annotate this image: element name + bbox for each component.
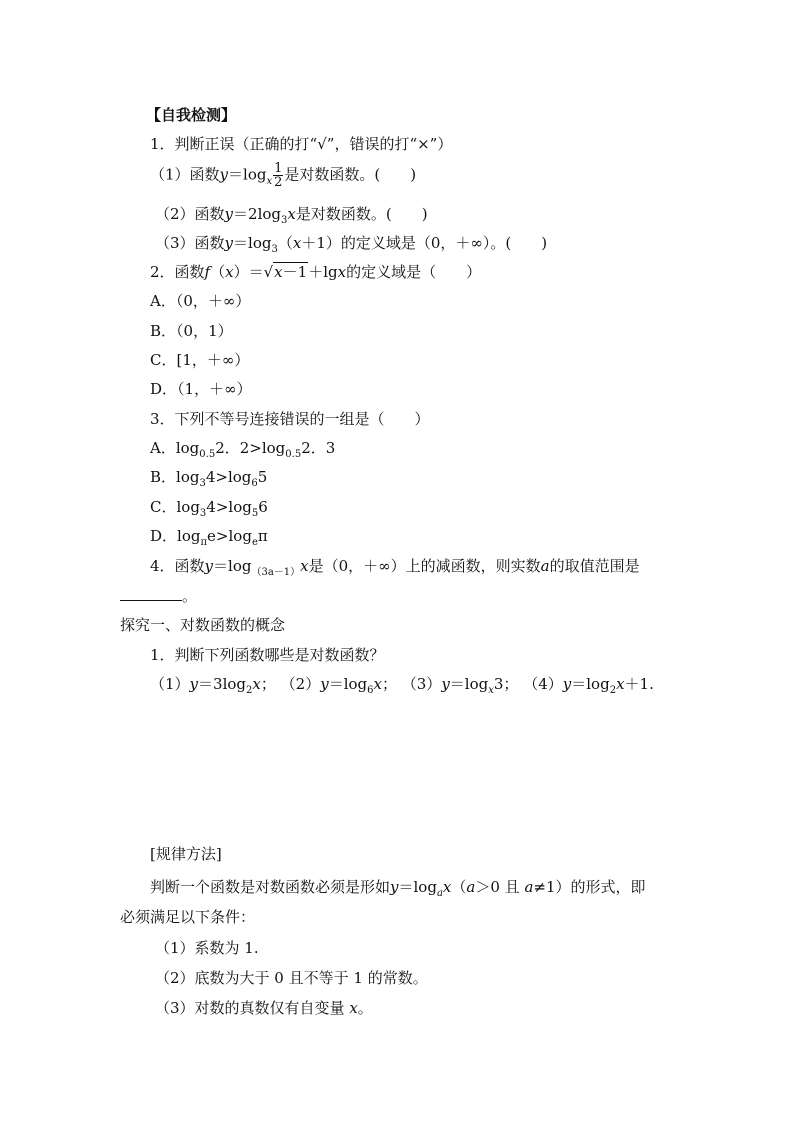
- var-y: y: [390, 878, 399, 896]
- log-base: 3: [199, 478, 206, 489]
- log-base: e: [251, 537, 258, 548]
- answer-blank[interactable]: [120, 586, 182, 601]
- option-label: D．: [150, 527, 178, 545]
- q4-log: ＝log: [213, 557, 252, 575]
- item-label: （2）: [280, 675, 321, 693]
- log-base: 2: [246, 685, 253, 696]
- log-arg: 2．2>: [215, 439, 262, 457]
- log-base: 3: [281, 215, 288, 226]
- q4-prefix: 4．函数: [150, 557, 205, 575]
- method-heading: [规律方法]: [150, 845, 222, 863]
- condition-2: （2）底数为大于 0 且不等于 1 的常数。: [155, 969, 428, 987]
- period: 。: [182, 587, 198, 605]
- explore-q1-items: [150, 673, 654, 698]
- log-base: 6: [367, 685, 374, 696]
- var-y: y: [204, 557, 214, 575]
- item-label: （3）: [401, 675, 442, 693]
- q2-prefix: 2．函数: [150, 263, 205, 281]
- q1b-suffix: 是对数函数。( ): [295, 205, 428, 223]
- log-arg: 2．3: [301, 439, 336, 457]
- log-base: 6: [251, 478, 258, 489]
- q2-option-d: D．（1，＋∞）: [150, 380, 252, 398]
- log-base: 0.5: [285, 449, 302, 460]
- log-arg: 4>: [205, 468, 228, 486]
- log-base: 3: [199, 508, 207, 519]
- var-x: x: [274, 263, 283, 281]
- log-arg: π: [257, 527, 268, 545]
- option-label: C．: [150, 498, 177, 516]
- var-x: x: [300, 557, 309, 575]
- q2-option-a: A．（0，＋∞）: [150, 292, 251, 310]
- condition-text: （3）对数的真数仅有自变量: [155, 999, 345, 1017]
- sqrt-radicand: [273, 262, 308, 281]
- var-x: x: [373, 675, 382, 693]
- q1b-prefix: （2）函数: [155, 205, 225, 223]
- var-y: y: [189, 675, 199, 693]
- q4-suffix: 的取值范围是: [549, 557, 640, 575]
- var-x: x: [292, 234, 302, 252]
- paren-open: （: [277, 234, 293, 252]
- var-a: a: [466, 878, 476, 896]
- q2-option-b: B．（0，1）: [150, 322, 233, 340]
- log-arg: e>: [207, 527, 229, 545]
- var-x: x: [252, 675, 261, 693]
- method-paragraph-line-2: 必须满足以下条件：: [120, 908, 256, 926]
- var-x: x: [442, 878, 452, 896]
- log-base: x: [266, 175, 273, 187]
- q1a-log: ＝log: [228, 165, 267, 184]
- sqrt-symbol: √: [263, 263, 274, 281]
- log-base: a: [436, 888, 443, 899]
- q1a-suffix: 是对数函数。( ): [284, 165, 417, 184]
- log-arg: 6: [258, 498, 268, 516]
- condition-1: （1）系数为 1.: [155, 939, 259, 957]
- log: log: [227, 468, 252, 486]
- log-arg: 4>: [206, 498, 229, 516]
- log-base: 3: [271, 244, 278, 255]
- log-base: π: [200, 537, 208, 548]
- log-base: x: [488, 685, 494, 696]
- log: log: [177, 527, 201, 545]
- log-arg: 3: [493, 675, 504, 693]
- paren-close-eq: ）＝: [233, 263, 264, 281]
- fraction-denominator: 2: [274, 175, 283, 190]
- period: 。: [357, 999, 373, 1017]
- condition-text: ≠1）的形式，即: [533, 878, 646, 896]
- log-base: 5: [251, 508, 259, 519]
- method-text: 判断一个函数是对数函数必须是形如: [150, 878, 391, 896]
- q1c-log: ＝log: [233, 234, 272, 252]
- fraction-numerator: 1: [274, 161, 283, 176]
- log: log: [175, 439, 200, 457]
- log-arg: 5: [257, 468, 268, 486]
- radicand-rest: －1: [282, 263, 308, 281]
- self-check-heading: 【自我检测】: [146, 106, 237, 124]
- q1b-log: ＝2log: [233, 205, 282, 223]
- q4-middle: 是（0，＋∞）上的减函数，则实数: [308, 557, 541, 575]
- var-y: y: [320, 675, 329, 693]
- q2-option-c: C．[1，＋∞）: [150, 351, 250, 369]
- var-y: y: [224, 234, 234, 252]
- log: ＝log: [398, 878, 437, 896]
- var-y: y: [219, 165, 229, 184]
- q1-item-3: [155, 232, 547, 257]
- var-x: x: [225, 263, 234, 281]
- q1a-prefix: （1）函数: [150, 165, 220, 184]
- option-label: B．: [150, 468, 177, 486]
- q1c-suffix: ＋1）的定义域是（0，＋∞）。( ): [301, 234, 548, 252]
- log: ＝log: [328, 675, 368, 693]
- var-y: y: [441, 675, 450, 693]
- log: log: [261, 439, 286, 457]
- condition-text: ＞0 且: [475, 878, 525, 896]
- explore-heading: 探究一、对数函数的概念: [120, 616, 286, 634]
- var-y: y: [562, 675, 572, 693]
- var-x: x: [287, 205, 296, 223]
- var-a: a: [540, 557, 550, 575]
- plus-lg: ＋lg: [308, 263, 338, 281]
- condition-3: [155, 997, 373, 1019]
- q4-line-1: [150, 555, 640, 580]
- var-a: a: [524, 878, 534, 896]
- q1-item-2: [155, 203, 428, 228]
- log: log: [176, 468, 200, 486]
- item-label: （1）: [150, 675, 190, 693]
- var-x: x: [337, 263, 347, 281]
- separator: ；: [503, 675, 519, 693]
- q3-title: 3．下列不等号连接错误的一组是（ ）: [150, 410, 430, 428]
- log: log: [176, 498, 200, 516]
- var-x: x: [616, 675, 625, 693]
- q4-line-2: [120, 585, 197, 607]
- q1c-prefix: （3）函数: [155, 234, 225, 252]
- log-base: 0.5: [199, 449, 216, 460]
- option-label: A．: [150, 439, 176, 457]
- var-y: y: [224, 205, 234, 223]
- log: ＝log: [449, 675, 489, 693]
- q3-option-a: [150, 437, 335, 462]
- method-paragraph-line-1: [150, 876, 646, 901]
- separator: ；: [381, 675, 397, 693]
- q1-title: 1．判断正误（正确的打“√”，错误的打“×”）: [150, 135, 453, 153]
- item-suffix: ＋1.: [624, 675, 654, 693]
- q3-option-d: [150, 525, 268, 550]
- log-base: （3a－1）: [251, 567, 301, 578]
- paren-open: （: [210, 263, 226, 281]
- log-base: 2: [609, 685, 617, 696]
- log: log: [228, 527, 252, 545]
- paren-open: （: [451, 878, 467, 896]
- explore-q1-title: 1．判断下列函数哪些是对数函数？: [150, 646, 385, 664]
- item-label: （4）: [523, 675, 563, 693]
- log: log: [228, 498, 252, 516]
- log: ＝3log: [198, 675, 247, 693]
- fraction-one-half: [273, 162, 283, 189]
- q3-option-b: [150, 466, 267, 491]
- q3-option-c: [150, 496, 268, 521]
- q1-item-1: [150, 162, 416, 189]
- q2-suffix: 的定义域是（ ）: [346, 263, 482, 281]
- log: ＝log: [571, 675, 610, 693]
- var-x: x: [349, 999, 358, 1017]
- q2-title: [150, 261, 481, 283]
- var-f: f: [204, 263, 211, 281]
- separator: ；: [260, 675, 276, 693]
